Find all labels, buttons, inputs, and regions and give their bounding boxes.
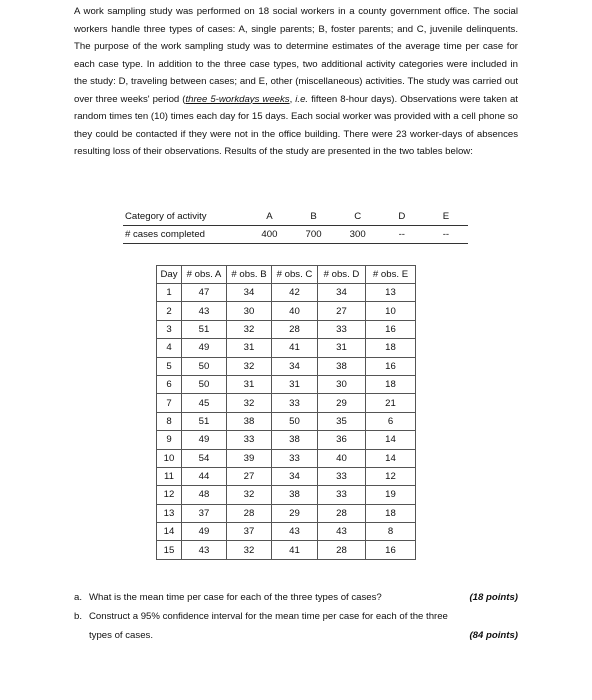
observation-cell: 32	[227, 541, 272, 559]
day-cell: 5	[157, 357, 182, 375]
observation-cell: 33	[318, 320, 366, 338]
observation-cell: 49	[182, 523, 227, 541]
questions-list	[74, 588, 518, 645]
observation-cell: 37	[182, 504, 227, 522]
observation-cell: 35	[318, 412, 366, 430]
observation-cell: 29	[318, 394, 366, 412]
observation-cell: 16	[366, 541, 416, 559]
question-item	[74, 588, 518, 607]
observation-cell: 31	[318, 339, 366, 357]
summary-cell: A	[247, 208, 291, 226]
day-cell: 15	[157, 541, 182, 559]
summary-cell: 400	[247, 226, 291, 244]
observation-cell: 54	[182, 449, 227, 467]
cases-completed-table	[123, 208, 468, 244]
observation-cell: 50	[182, 375, 227, 393]
observation-cell: 42	[272, 284, 318, 302]
day-cell: 9	[157, 431, 182, 449]
observation-cell: 31	[227, 375, 272, 393]
observation-cell: 51	[182, 320, 227, 338]
observations-table	[156, 265, 416, 560]
question-item	[74, 607, 518, 645]
observation-cell: 38	[227, 412, 272, 430]
day-cell: 12	[157, 486, 182, 504]
observation-cell: 34	[272, 467, 318, 485]
column-header: # obs. B	[227, 266, 272, 284]
summary-cell: E	[424, 208, 468, 226]
table-row	[157, 302, 416, 320]
summary-row-label: Category of activity	[123, 208, 247, 226]
intro-text-1: A work sampling study was performed on 18 social workers in a county government office. The social workers handle three types of cases: A, single parents; B, foster parents; and C, juvenile delinquents. The purpose of the work sampling study was to determine estimates of the average time per case for each case type. In addition to the three case types, two additional activity categories were included in the study: D, traveling between cases; and E, other (miscellaneous) activities. The study was carried out over three weeks' period (	[74, 6, 518, 105]
summary-cell: 300	[336, 226, 380, 244]
table-row	[157, 394, 416, 412]
observation-cell: 28	[227, 504, 272, 522]
intro-text-2: ,	[289, 93, 296, 105]
observation-cell: 18	[366, 339, 416, 357]
question-label: a.	[74, 592, 83, 603]
observation-cell: 33	[272, 394, 318, 412]
problem-statement	[74, 3, 518, 161]
observation-cell: 38	[318, 357, 366, 375]
observation-cell: 31	[272, 375, 318, 393]
observation-cell: 32	[227, 394, 272, 412]
question-text	[74, 607, 518, 645]
observation-cell: 37	[227, 523, 272, 541]
observation-cell: 18	[366, 375, 416, 393]
day-cell: 2	[157, 302, 182, 320]
day-cell: 8	[157, 412, 182, 430]
column-header: # obs. E	[366, 266, 416, 284]
observation-cell: 45	[182, 394, 227, 412]
table-row	[157, 449, 416, 467]
day-cell: 6	[157, 375, 182, 393]
observation-cell: 41	[272, 339, 318, 357]
question-label: b.	[74, 611, 83, 622]
observation-cell: 48	[182, 486, 227, 504]
question-text-body: What is the mean time per case for each of the three types of cases?	[89, 592, 382, 603]
observation-cell: 40	[318, 449, 366, 467]
summary-cell: B	[291, 208, 335, 226]
table-row	[157, 357, 416, 375]
observation-cell: 38	[272, 486, 318, 504]
question-points: (18 points)	[469, 592, 518, 603]
observation-cell: 13	[366, 284, 416, 302]
observation-cell: 51	[182, 412, 227, 430]
observation-cell: 43	[272, 523, 318, 541]
summary-cell: D	[380, 208, 424, 226]
observation-cell: 33	[318, 467, 366, 485]
day-cell: 13	[157, 504, 182, 522]
table-row	[157, 412, 416, 430]
observation-cell: 16	[366, 320, 416, 338]
summary-cell: --	[380, 226, 424, 244]
table-row	[157, 431, 416, 449]
observation-cell: 30	[318, 375, 366, 393]
observation-cell: 43	[182, 302, 227, 320]
observation-cell: 28	[272, 320, 318, 338]
observation-cell: 50	[272, 412, 318, 430]
column-header: Day	[157, 266, 182, 284]
day-cell: 3	[157, 320, 182, 338]
observation-cell: 31	[227, 339, 272, 357]
observation-cell: 32	[227, 357, 272, 375]
summary-header-row	[123, 208, 468, 226]
observation-cell: 32	[227, 320, 272, 338]
table-row	[157, 486, 416, 504]
summary-cell: 700	[291, 226, 335, 244]
summary-cell: C	[336, 208, 380, 226]
table-row	[157, 541, 416, 559]
observation-cell: 6	[366, 412, 416, 430]
observation-cell: 33	[272, 449, 318, 467]
observation-cell: 47	[182, 284, 227, 302]
observation-cell: 27	[318, 302, 366, 320]
observation-cell: 21	[366, 394, 416, 412]
observation-cell: 14	[366, 449, 416, 467]
table-row	[157, 467, 416, 485]
table-row	[157, 320, 416, 338]
observation-cell: 44	[182, 467, 227, 485]
observation-cell: 19	[366, 486, 416, 504]
intro-text-3: fifteen 8-hour days). Observations were taken at random times ten (10) times each day for 15 days. Each social worker was provided with a cell phone so they could be contacted if they were not in the office building. There were 23 worker-days of absences resulting loss of their observations. Results of the study are presented in the two tables below:	[74, 93, 518, 157]
question-text-body: Construct a 95% confidence interval for the mean time per case for each of the three types of cases.	[89, 611, 448, 641]
observations-body	[157, 284, 416, 560]
day-cell: 10	[157, 449, 182, 467]
observation-cell: 49	[182, 431, 227, 449]
observation-cell: 18	[366, 504, 416, 522]
day-cell: 11	[157, 467, 182, 485]
observation-cell: 29	[272, 504, 318, 522]
observation-cell: 10	[366, 302, 416, 320]
observations-header-row	[157, 266, 416, 284]
day-cell: 4	[157, 339, 182, 357]
table-row	[157, 339, 416, 357]
observation-cell: 32	[227, 486, 272, 504]
intro-underlined-text: three 5-workdays weeks	[185, 93, 290, 105]
summary-row-label: # cases completed	[123, 226, 247, 244]
observation-cell: 49	[182, 339, 227, 357]
observation-cell: 30	[227, 302, 272, 320]
observation-cell: 12	[366, 467, 416, 485]
observation-cell: 43	[318, 523, 366, 541]
observation-cell: 41	[272, 541, 318, 559]
summary-data-row	[123, 226, 468, 244]
question-points: (84 points)	[469, 630, 518, 641]
observation-cell: 16	[366, 357, 416, 375]
day-cell: 1	[157, 284, 182, 302]
observation-cell: 34	[272, 357, 318, 375]
observation-cell: 8	[366, 523, 416, 541]
observation-cell: 40	[272, 302, 318, 320]
observation-cell: 14	[366, 431, 416, 449]
day-cell: 7	[157, 394, 182, 412]
observation-cell: 39	[227, 449, 272, 467]
observation-cell: 36	[318, 431, 366, 449]
observation-cell: 27	[227, 467, 272, 485]
observation-cell: 34	[318, 284, 366, 302]
observation-cell: 33	[227, 431, 272, 449]
table-row	[157, 504, 416, 522]
intro-italic-text: i.e.	[295, 93, 309, 105]
observation-cell: 28	[318, 541, 366, 559]
table-row	[157, 375, 416, 393]
column-header: # obs. C	[272, 266, 318, 284]
observation-cell: 33	[318, 486, 366, 504]
day-cell: 14	[157, 523, 182, 541]
question-text	[74, 588, 518, 607]
observation-cell: 38	[272, 431, 318, 449]
observation-cell: 28	[318, 504, 366, 522]
summary-cell: --	[424, 226, 468, 244]
observation-cell: 50	[182, 357, 227, 375]
table-row	[157, 284, 416, 302]
column-header: # obs. A	[182, 266, 227, 284]
column-header: # obs. D	[318, 266, 366, 284]
observation-cell: 34	[227, 284, 272, 302]
table-row	[157, 523, 416, 541]
observation-cell: 43	[182, 541, 227, 559]
